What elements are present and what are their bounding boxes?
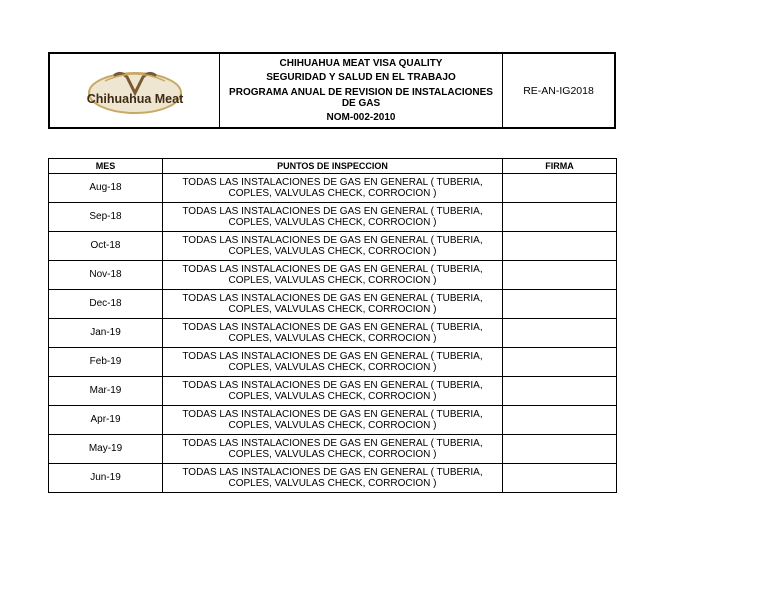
inspection-points-cell: TODAS LAS INSTALACIONES DE GAS EN GENERAL ( TUBERIA, COPLES, VALVULAS CHECK, CORROCION ) (163, 406, 503, 435)
department-title: SEGURIDAD Y SALUD EN EL TRABAJO (266, 72, 456, 84)
table-row (49, 377, 617, 406)
column-header-firma: FIRMA (503, 159, 617, 174)
document-code: RE-AN-IG2018 (523, 84, 594, 97)
signature-cell[interactable] (503, 261, 617, 290)
table-row (49, 406, 617, 435)
inspection-points-cell: TODAS LAS INSTALACIONES DE GAS EN GENERAL ( TUBERIA, COPLES, VALVULAS CHECK, CORROCION ) (163, 435, 503, 464)
signature-cell[interactable] (503, 377, 617, 406)
signature-cell[interactable] (503, 406, 617, 435)
month-cell: Jun-19 (49, 464, 163, 493)
signature-cell[interactable] (503, 203, 617, 232)
inspection-points-cell: TODAS LAS INSTALACIONES DE GAS EN GENERAL ( TUBERIA, COPLES, VALVULAS CHECK, CORROCION ) (163, 319, 503, 348)
title-cell (220, 54, 503, 127)
table-row (49, 435, 617, 464)
signature-cell[interactable] (503, 435, 617, 464)
document-header (48, 52, 616, 129)
logo-cell (50, 54, 220, 127)
month-cell: Dec-18 (49, 290, 163, 319)
column-header-mes: MES (49, 159, 163, 174)
inspection-table (48, 158, 617, 493)
table-row (49, 203, 617, 232)
table-row (49, 290, 617, 319)
month-cell: Apr-19 (49, 406, 163, 435)
inspection-points-cell: TODAS LAS INSTALACIONES DE GAS EN GENERAL ( TUBERIA, COPLES, VALVULAS CHECK, CORROCION ) (163, 348, 503, 377)
table-row (49, 319, 617, 348)
signature-cell[interactable] (503, 319, 617, 348)
month-cell: May-19 (49, 435, 163, 464)
signature-cell[interactable] (503, 232, 617, 261)
inspection-points-cell: TODAS LAS INSTALACIONES DE GAS EN GENERAL ( TUBERIA, COPLES, VALVULAS CHECK, CORROCION ) (163, 261, 503, 290)
inspection-points-cell: TODAS LAS INSTALACIONES DE GAS EN GENERAL ( TUBERIA, COPLES, VALVULAS CHECK, CORROCION ) (163, 232, 503, 261)
column-header-puntos: PUNTOS DE INSPECCION (163, 159, 503, 174)
signature-cell[interactable] (503, 348, 617, 377)
table-row (49, 464, 617, 493)
inspection-points-cell: TODAS LAS INSTALACIONES DE GAS EN GENERAL ( TUBERIA, COPLES, VALVULAS CHECK, CORROCION ) (163, 203, 503, 232)
table-row (49, 261, 617, 290)
table-row (49, 348, 617, 377)
inspection-points-cell: TODAS LAS INSTALACIONES DE GAS EN GENERAL ( TUBERIA, COPLES, VALVULAS CHECK, CORROCION ) (163, 464, 503, 493)
program-title: PROGRAMA ANUAL DE REVISION DE INSTALACIONES DE GAS (229, 86, 493, 109)
month-cell: Oct-18 (49, 232, 163, 261)
inspection-points-cell: TODAS LAS INSTALACIONES DE GAS EN GENERAL ( TUBERIA, COPLES, VALVULAS CHECK, CORROCION ) (163, 290, 503, 319)
logo-text: Chihuahua Meat (86, 91, 183, 106)
month-cell: Mar-19 (49, 377, 163, 406)
table-row (49, 174, 617, 203)
month-cell: Sep-18 (49, 203, 163, 232)
company-logo (85, 67, 185, 115)
signature-cell[interactable] (503, 174, 617, 203)
month-cell: Jan-19 (49, 319, 163, 348)
norm-number: NOM-002-2010 (326, 111, 396, 123)
inspection-points-cell: TODAS LAS INSTALACIONES DE GAS EN GENERAL ( TUBERIA, COPLES, VALVULAS CHECK, CORROCION ) (163, 174, 503, 203)
table-header-row (49, 159, 617, 174)
signature-cell[interactable] (503, 290, 617, 319)
signature-cell[interactable] (503, 464, 617, 493)
month-cell: Nov-18 (49, 261, 163, 290)
month-cell: Feb-19 (49, 348, 163, 377)
company-name: CHIHUAHUA MEAT VISA QUALITY (279, 58, 443, 70)
table-row (49, 232, 617, 261)
month-cell: Aug-18 (49, 174, 163, 203)
inspection-points-cell: TODAS LAS INSTALACIONES DE GAS EN GENERAL ( TUBERIA, COPLES, VALVULAS CHECK, CORROCION ) (163, 377, 503, 406)
